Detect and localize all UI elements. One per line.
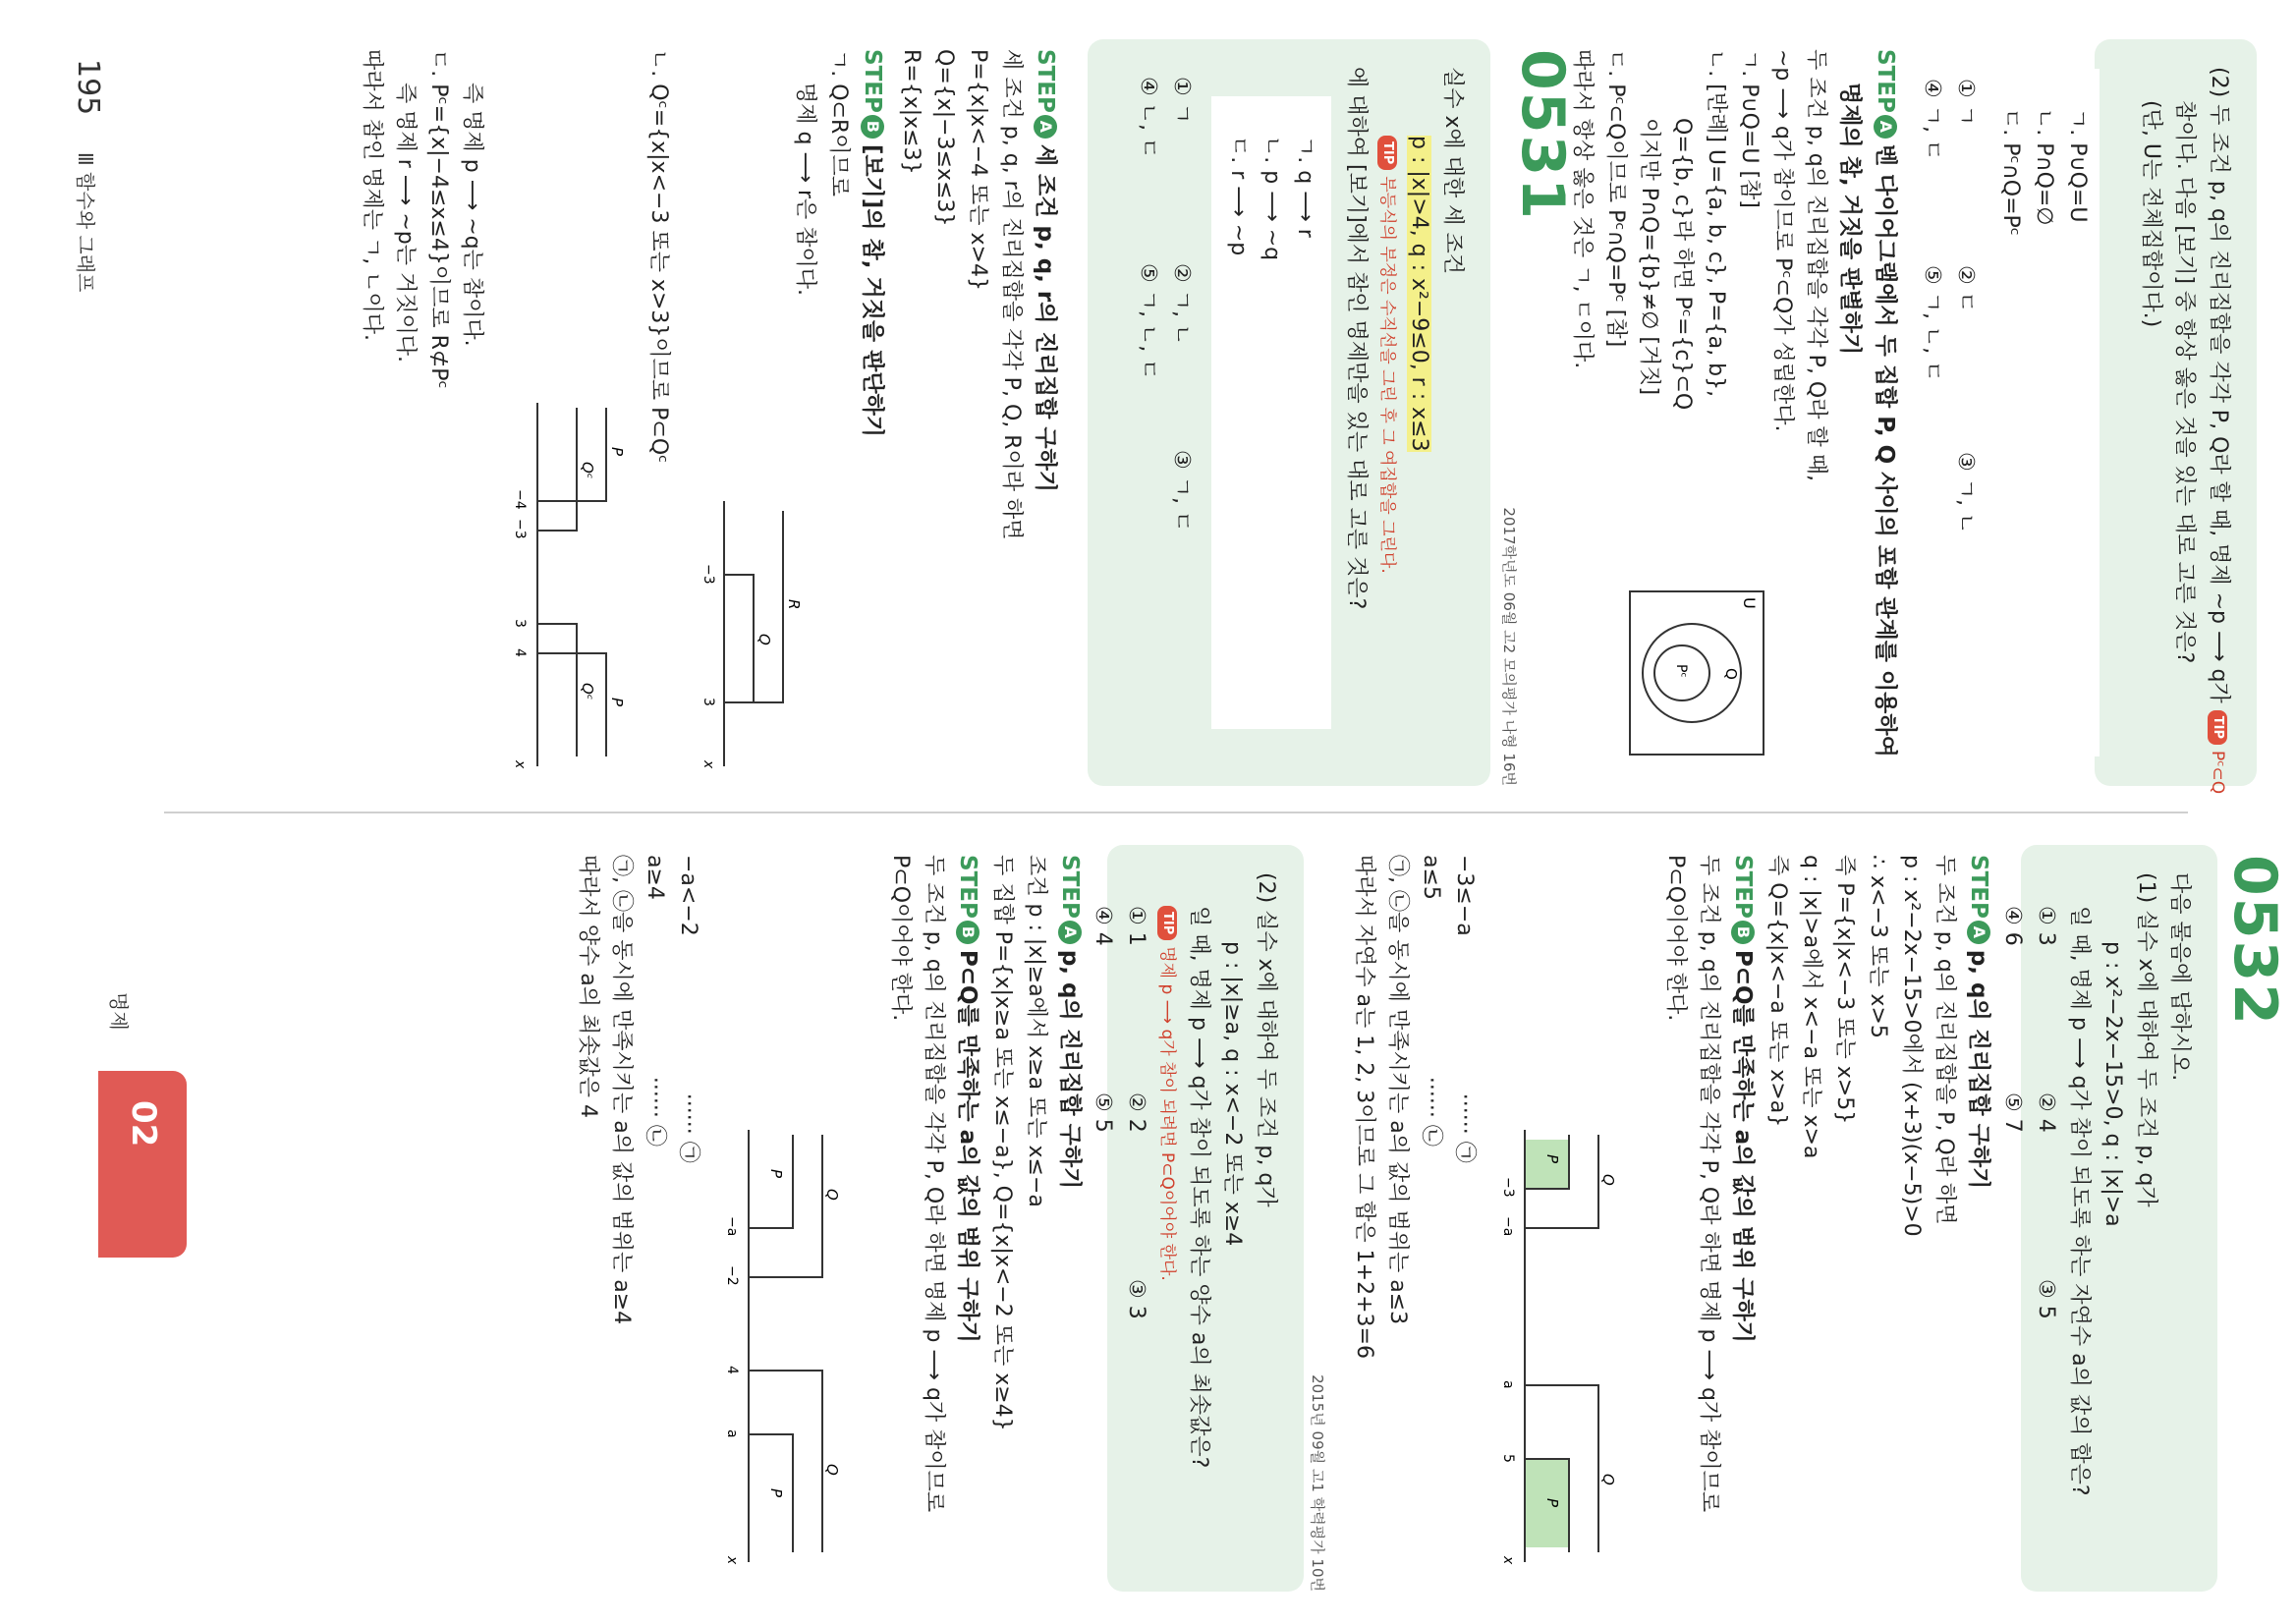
inequality-row (1414, 855, 1447, 1582)
solution-line: ㉠, ㉡을 동시에 만족시키는 a의 값의 범위는 a≥4 (609, 855, 634, 1325)
step-title: p, q의 진리집합 구하기 (1057, 949, 1083, 1190)
problem-tip (1372, 67, 1402, 758)
step-heading (1961, 855, 1996, 1582)
q2-line3: (단, U는 전체집합이다.) (2139, 100, 2163, 328)
choice[interactable]: ⑤ ㄱ, ㄴ, ㄷ (1136, 263, 1160, 380)
tick-label: −4 (512, 489, 528, 510)
label-p: P (767, 1169, 785, 1179)
set-p-left (749, 1135, 793, 1228)
tick-label: 4 (512, 648, 528, 657)
step-title: [보기]의 참, 거짓을 판단하기 (860, 143, 885, 438)
set-qc-right (537, 624, 577, 756)
step-tag: STEP (1033, 49, 1058, 113)
solution-0531-b2 (642, 49, 675, 776)
label-r: R (785, 599, 803, 610)
tick-label: 4 (724, 1366, 740, 1374)
problem-condition (1402, 67, 1435, 758)
step-letter: A (1034, 115, 1057, 139)
choice[interactable]: ③ ㄱ, ㄴ (1953, 452, 1978, 534)
solution-line: ㄷ. Pᶜ⊂Q이므로 Pᶜ∩Q=Pᶜ [참] (1603, 49, 1628, 348)
solution-line: ㄱ. P∪Q=U [참] (1737, 49, 1762, 208)
inequality-row (671, 855, 704, 1582)
axis-label-x: x (512, 760, 528, 769)
label-qc: Qᶜ (579, 683, 596, 700)
problem-0532-1-choices (1995, 872, 2062, 1564)
label-p: P (608, 447, 626, 457)
step-title: p, q의 진리집합 구하기 (1966, 949, 1991, 1190)
set-q-line (724, 575, 754, 702)
right-column (0, 845, 2296, 1592)
solution-line: ~p ⟶ q가 참이므로 Pᶜ⊂Q가 성립한다. (1770, 49, 1795, 432)
tab-label: 명제 (107, 992, 131, 1031)
choice[interactable]: ③ ㄱ, ㄷ (1169, 450, 1194, 532)
choice[interactable]: ① 1 (1124, 906, 1148, 946)
set-p-left (537, 408, 606, 501)
problem-0532-2-box (1091, 845, 1304, 1592)
step-tag: STEP (1057, 855, 1083, 919)
label-p: P (767, 1488, 785, 1498)
problem-0531-choices (1131, 67, 1198, 758)
tip-text: Pᶜ⊂Q (2208, 750, 2227, 795)
venn-label-pc: Pᶜ (1673, 664, 1689, 678)
column-divider (164, 812, 2188, 813)
solution-line: 조건 p : |x|≥a에서 x≥a 또는 x≤−a (1024, 855, 1048, 1207)
solution-line: ㄴ. [반례] U={a, b, c}, P={a, b}, (1704, 49, 1728, 398)
solution-line: ㉠, ㉡을 동시에 만족시키는 a의 값의 범위는 a≤3 (1385, 855, 1410, 1325)
tick-label: a (724, 1429, 740, 1438)
inequality: a≥4 (643, 855, 667, 900)
step-heading (1028, 49, 1063, 776)
chapter-tab (98, 1071, 187, 1258)
step-tag: STEP (860, 49, 885, 113)
tick-label: a (1500, 1380, 1516, 1389)
choice[interactable]: ① ㄱ (1169, 77, 1194, 124)
choice[interactable]: ③ 3 (1124, 1279, 1148, 1319)
bogi-item: ㄱ. q ⟶ r (1293, 136, 1317, 238)
solution-line: 따라서 항상 옳은 것은 ㄱ, ㄷ이다. (1570, 49, 1595, 369)
tick-label: 3 (700, 698, 716, 706)
problem-line: 일 때, 명제 p ⟶ q가 참이 되도록 하는 양수 a의 최솟값은? (1187, 906, 1211, 1469)
bogi-item: ㄱ. P∪Q=U (2065, 108, 2090, 223)
tab-number: 02 (124, 1100, 163, 1148)
chapter-label: Ⅲ 함수와 그래프 (74, 151, 97, 293)
tick-label: 5 (1500, 1454, 1516, 1463)
set-p-right (537, 653, 606, 756)
bogi-item: ㄴ. P∩Q=∅ (2032, 108, 2056, 226)
label-q: Q (1599, 1474, 1617, 1485)
choice[interactable]: ① ㄱ (1953, 79, 1978, 126)
problem-0530-2-box (2095, 39, 2257, 795)
equation-ref: ······ ㉡ (643, 1076, 667, 1147)
solution-line: 두 조건 p, q의 진리집합을 P, Q라 하면 (1932, 855, 1957, 1225)
solution-line: ∴ x<−3 또는 x>5 (1866, 855, 1890, 1038)
tip-text: 명제 p ⟶ q가 참이 되려면 P⊂Q이어야 한다. (1157, 946, 1177, 1281)
step-title: 세 조건 p, q, r의 진리집합 구하기 (1033, 143, 1058, 493)
axis-label-x: x (1500, 1556, 1516, 1565)
tick-label: −2 (724, 1265, 740, 1286)
solution-line: R={x|x≤3} (899, 49, 924, 175)
solution-line: 두 조건 p, q의 진리집합을 각각 P, Q라 할 때, (1804, 49, 1828, 481)
set-qc-left (537, 408, 577, 531)
problem-condition: p : |x|≥a, q : x<−2 또는 x≥4 (1220, 941, 1245, 1247)
inequality: −a<−2 (676, 855, 700, 936)
tick-label: −a (1500, 1216, 1516, 1237)
step-letter: B (956, 921, 980, 944)
problem-0531-source: 2017학년도 06월 고2 모의평가 나형 16번 (1500, 507, 1518, 786)
tip-badge: TIP (1377, 136, 1397, 170)
step-heading (1725, 855, 1761, 1582)
problem-text (2201, 67, 2235, 795)
solution-line: 세 조건 p, q, r의 진리집합을 각각 P, Q, R이라 하면 (999, 49, 1024, 540)
footer (71, 59, 105, 292)
solution-line: 두 조건 p, q의 진리집합을 각각 P, Q라 하면 명제 p ⟶ q가 참이므로 (922, 855, 946, 1513)
page-number: 195 (71, 59, 105, 116)
inequality-row (1447, 855, 1481, 1582)
choice[interactable]: ⑤ 5 (1091, 1092, 1115, 1133)
choice[interactable]: ④ 6 (2000, 906, 2025, 946)
problem-0532-1-box (2000, 845, 2217, 1592)
problem-0532-2-source: 2015년 09월 고1 학력평가 10번 (1309, 1374, 1326, 1592)
problem-line: (2) 실수 x에 대하여 두 조건 p, q가 (1254, 872, 1278, 1207)
solution-line: 즉 P={x|x<−3 또는 x>5} (1832, 855, 1857, 1125)
number-line-q-r (695, 491, 822, 776)
q2-text: (2) 두 조건 p, q의 진리집합을 각각 P, Q라 할 때, 명제 ~p ⟶ q가 (2207, 67, 2231, 703)
solution-0532-2 (883, 855, 1088, 1582)
set-q-left (749, 1135, 822, 1277)
step-tag: STEP (1873, 49, 1898, 113)
solution-line: Q={x|−3≤x≤3} (932, 49, 957, 227)
number-line-p-qc (498, 393, 636, 776)
step-title-2: 명제의 참, 거짓을 판별하기 (1837, 83, 1863, 356)
equation-ref: ······ ㉠ (1452, 1092, 1477, 1163)
solution-line: q : |x|>a에서 x<−a 또는 x>a (1799, 855, 1823, 1159)
step-title: P⊂Q를 만족하는 a의 값의 범위 구하기 (955, 949, 980, 1343)
solution-line: 즉 명제 p ⟶ ~q는 참이다. (460, 83, 484, 347)
label-q: Q (756, 634, 773, 645)
choice[interactable]: ④ ㄱ, ㄷ (1920, 79, 1944, 161)
bogi-item: ㄷ. r ⟶ ~p (1226, 136, 1251, 256)
venn-label-u: U (1740, 597, 1759, 609)
solution-0532-1 (1658, 855, 1996, 1582)
solution-line: ㄴ. Qᶜ={x|x<−3 또는 x>3}이므로 P⊂Qᶜ (646, 49, 671, 464)
solution-0532-1-b (1347, 855, 1481, 1582)
left-column (0, 39, 2296, 795)
condition-highlight: p : |x|>4, q : x²−9≤0, r : x≤3 (1407, 136, 1431, 452)
solution-line: P={x|x<−4 또는 x>4} (966, 49, 990, 291)
problem-0532-number: 0532 (2220, 855, 2289, 1027)
inequality: a≤5 (1419, 855, 1443, 900)
step-title: P⊂Q를 만족하는 a의 값의 범위 구하기 (1730, 949, 1756, 1343)
step-tag: STEP (1966, 855, 1991, 919)
step-tag: STEP (1730, 855, 1756, 919)
equation-ref: ······ ㉠ (676, 1092, 700, 1163)
number-line-p-q-2 (714, 1120, 842, 1572)
step-heading (1052, 855, 1088, 1582)
problem-condition: p : x²−2x−15>0, q : |x|>a (2100, 941, 2125, 1227)
number-line-p-q-1 (1490, 1120, 1618, 1572)
label-p: P (1543, 1498, 1561, 1508)
problem-line: (1) 실수 x에 대하여 두 조건 p, q가 (2134, 872, 2158, 1207)
problem-line: 실수 x에 대한 세 조건 (1440, 67, 1465, 275)
q2-bogi-box (1988, 69, 2100, 756)
solution-0531 (788, 49, 1063, 776)
tick-label: 3 (512, 619, 528, 628)
solution-line: P⊂Q이어야 한다. (888, 855, 913, 1022)
choice[interactable]: ④ 4 (1091, 906, 1115, 946)
solution-line: P⊂Q이어야 한다. (1663, 855, 1688, 1022)
tip-text: 부등식의 부정은 수직선을 그린 후 그 여집합을 그린다. (1377, 176, 1397, 574)
tick-label: −3 (512, 519, 528, 539)
q2-choices (1915, 79, 1982, 766)
tick-label: −3 (1500, 1177, 1516, 1198)
label-q: Q (823, 1189, 841, 1201)
solution-line: 따라서 참인 명제는 ㄱ, ㄴ이다. (360, 49, 384, 341)
step-letter: A (1874, 115, 1897, 139)
solution-line: 즉 명제 r ⟶ ~p는 거짓이다. (393, 83, 418, 363)
axis-label-x: x (724, 1556, 740, 1565)
step-letter: B (861, 115, 884, 139)
tick-label: −a (724, 1216, 740, 1237)
equation-ref: ······ ㉡ (1419, 1076, 1443, 1147)
choice[interactable]: ① 3 (2034, 906, 2058, 946)
inequality: −3≤−a (1452, 855, 1477, 936)
tip-badge: TIP (1157, 906, 1177, 940)
problem-tip (1152, 872, 1182, 1564)
step-heading (855, 49, 890, 776)
label-q: Q (823, 1464, 841, 1476)
choice[interactable]: ② 2 (1124, 1092, 1148, 1133)
solution-line: 즉 Q={x|x<−a 또는 x>a} (1765, 855, 1790, 1128)
set-q-right (749, 1371, 822, 1552)
step-tag: STEP (955, 855, 980, 919)
choice[interactable]: ⑤ ㄱ, ㄴ, ㄷ (1920, 265, 1944, 382)
solution-0532-2-b (571, 855, 704, 1582)
bogi-item: ㄴ. p ⟶ ~q (1260, 136, 1284, 261)
step-heading (950, 855, 985, 1582)
problem-0531-number: 0531 (1508, 49, 1577, 221)
label-qc: Qᶜ (579, 462, 596, 479)
solution-line: 두 조건 p, q의 진리집합을 각각 P, Q라 하면 명제 p ⟶ q가 참이므로 (1697, 855, 1721, 1513)
bogi-item: ㄷ. Pᶜ∩Q=Pᶜ (1998, 108, 2023, 236)
bogi-box (1211, 96, 1331, 729)
inequality-row (638, 855, 671, 1582)
label-q: Q (1599, 1174, 1617, 1186)
solution-0531-b3 (355, 49, 488, 776)
problem-line: 일 때, 명제 p ⟶ q가 참이 되도록 하는 자연수 a의 값의 합은? (2067, 906, 2092, 1496)
solution-line: 따라서 자연수 a는 1, 2, 3이므로 그 합은 1+2+3=6 (1352, 855, 1376, 1359)
solution-line: 두 집합 P={x|x≥a 또는 x≤−a}, Q={x|x<−2 또는 x≥4} (990, 855, 1015, 1431)
choice[interactable]: ③ 5 (2034, 1279, 2058, 1319)
solution-line: ㄷ. Pᶜ={x|−4≤x≤4}이므로 R⊄Pᶜ (426, 49, 451, 389)
step-letter: B (1731, 921, 1755, 944)
choice[interactable]: ② 4 (2034, 1092, 2058, 1133)
step-title: 벤 다이어그램에서 두 집합 P, Q 사이의 포함 관계를 이용하여 (1873, 143, 1898, 757)
tip-badge: TIP (2208, 710, 2227, 745)
choice[interactable]: ⑤ 7 (2000, 1092, 2025, 1133)
venn-label-q: Q (1722, 668, 1740, 680)
solution-line: 이지만 P∩Q={b}≠∅ [거짓] (1637, 118, 1661, 396)
tick-label: −3 (700, 564, 716, 585)
step-letter: A (1967, 921, 1990, 944)
solution-line: p : x²−2x−15>0에서 (x+3)(x−5)>0 (1899, 855, 1924, 1237)
choice[interactable]: ④ ㄴ, ㄷ (1136, 77, 1160, 159)
step-letter: A (1058, 921, 1082, 944)
label-p: P (608, 698, 626, 707)
venn-diagram (1628, 589, 1765, 756)
solution-line: ㄱ. Q⊂R이므로 (826, 49, 851, 197)
problem-line: 다음 물음에 답하시오. (2167, 872, 2192, 1082)
solution-line: 명제 q ⟶ r은 참이다. (793, 83, 817, 297)
q2-line2: 참이다. 다음 [보기] 중 항상 옳은 것을 있는 대로 고른 것은? (2172, 100, 2197, 664)
choice[interactable]: ② ㄱ, ㄴ (1169, 263, 1194, 346)
solution-line: 따라서 양수 a의 최솟값은 4 (576, 855, 600, 1118)
solution-line: Q={b, c}라 하면 Pᶜ={c}⊂Q (1670, 118, 1695, 411)
problem-line: 에 대하여 [보기]에서 참인 명제만을 있는 대로 고른 것은? (1344, 67, 1369, 610)
step-heading (1868, 49, 1903, 776)
label-p: P (1543, 1154, 1561, 1164)
choice[interactable]: ② ㄷ (1953, 265, 1978, 312)
venn-universe (1630, 591, 1764, 755)
problem-0532-2-choices (1086, 872, 1152, 1564)
axis-label-x: x (700, 760, 716, 769)
problem-0531-box (1088, 39, 1490, 786)
shade-left (1525, 1140, 1569, 1189)
